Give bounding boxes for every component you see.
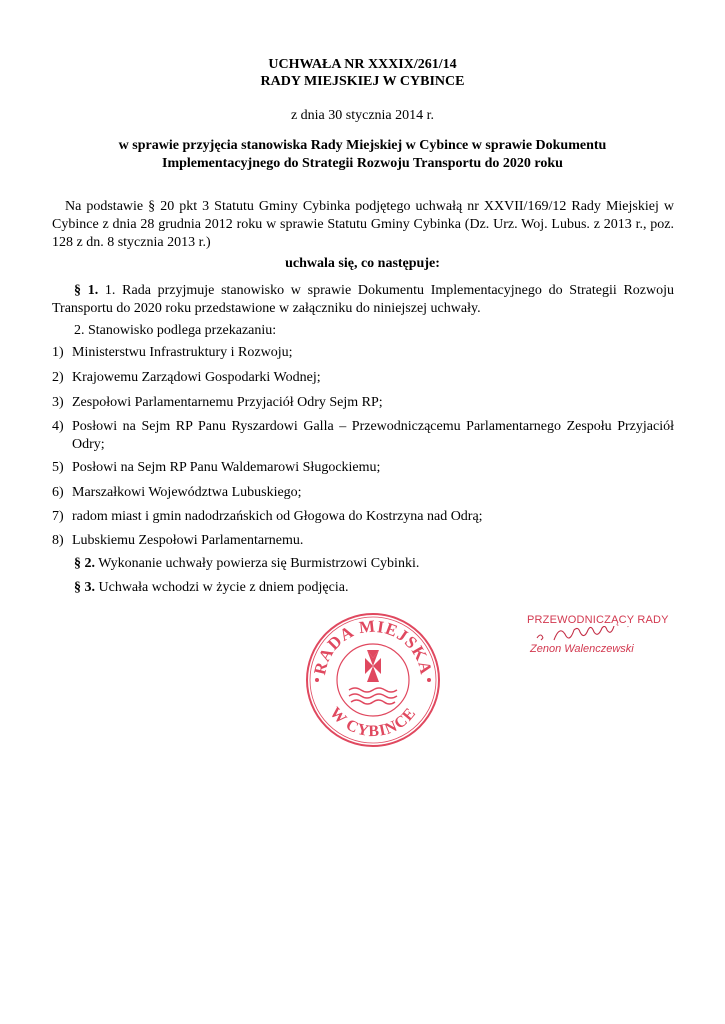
- signature-block: [500, 608, 675, 668]
- section-3-paragraph: [74, 579, 674, 597]
- legal-basis-paragraph: Na podstawie § 20 pkt 3 Statutu Gminy Cybinka podjętego uchwałą nr XXVII/169/12 Rady Miejskiej w Cybince z dnia 28 grudnia 2012 roku w sprawie Statutu Gminy Cybinka (Dz. Urz. Woj. Lubus. z 2013 r., poz. 128 z dn. 8 stycznia 2013 r.): [52, 199, 674, 250]
- section-3-text: Uchwała wchodzi w życie z dniem podjęcia.: [95, 580, 349, 595]
- resolution-number: UCHWAŁA NR XXXIX/261/14: [268, 57, 457, 72]
- recipient-list-item: [52, 369, 674, 387]
- resolution-subject-line2: Implementacyjnego do Strategii Rozwoju Transportu do 2020 roku: [162, 156, 563, 171]
- resolution-date: z dnia 30 stycznia 2014 r.: [290, 108, 435, 123]
- recipient-text: Marszałkowi Województwa Lubuskiego;: [72, 485, 302, 500]
- recipient-list-item: [52, 484, 674, 502]
- recipient-list-item: [52, 532, 674, 550]
- section-1-text: 1. Rada przyjmuje stanowisko w sprawie Dokumentu Implementacyjnego do Strategii Rozwoju Transportu do 2020 roku przedstawione w załączniku do niniejszej uchwały.: [52, 283, 674, 316]
- recipient-number: 8): [52, 533, 64, 548]
- resolves-heading: uchwala się, co następuje:: [285, 256, 440, 271]
- recipient-list-item: [52, 344, 674, 362]
- recipient-list-item: [52, 459, 674, 477]
- recipient-list-item: [52, 508, 674, 526]
- stamp-top-text: RADA MIEJSKA: [310, 616, 436, 677]
- recipient-number: 7): [52, 509, 64, 524]
- recipient-text: Posłowi na Sejm RP Panu Waldemarowi Sługockiemu;: [72, 460, 381, 475]
- section-2-mark: § 2.: [74, 556, 95, 571]
- recipient-text: Ministerstwu Infrastruktury i Rozwoju;: [72, 345, 293, 360]
- section-1-paragraph: [52, 282, 674, 318]
- recipient-text: radom miast i gmin nadodrzańskich od Głogowa do Kostrzyna nad Odrą;: [72, 509, 483, 524]
- section-3-mark: § 3.: [74, 580, 95, 595]
- signature-title: PRZEWODNICZĄCY RADY: [527, 614, 669, 626]
- stamp-bottom-text: W CYBINCE: [326, 704, 420, 741]
- council-stamp: [303, 610, 443, 750]
- recipient-number: 3): [52, 395, 64, 410]
- recipient-list-item: [52, 418, 674, 454]
- recipient-text: Krajowemu Zarządowi Gospodarki Wodnej;: [72, 370, 321, 385]
- recipient-number: 2): [52, 370, 64, 385]
- recipient-text: Zespołowi Parlamentarnemu Przyjaciół Odry Sejm RP;: [72, 395, 383, 410]
- section-1-point-2: 2. Stanowisko podlega przekazaniu:: [74, 323, 277, 338]
- maltese-cross-icon: [365, 650, 381, 682]
- river-waves-icon: [349, 688, 397, 704]
- resolution-subject-line1: w sprawie przyjęcia stanowiska Rady Miejskiej w Cybince w sprawie Dokumentu: [118, 138, 607, 153]
- section-1-mark: § 1.: [74, 283, 99, 298]
- recipient-number: 5): [52, 460, 64, 475]
- signatory-name: Zenon Walenczewski: [530, 643, 634, 655]
- council-name: RADY MIEJSKIEJ W CYBINCE: [260, 74, 465, 89]
- recipient-number: 1): [52, 345, 64, 360]
- section-2-text: Wykonanie uchwały powierza się Burmistrzowi Cybinki.: [95, 556, 420, 571]
- recipient-number: 4): [52, 419, 64, 434]
- recipient-text: Posłowi na Sejm RP Panu Ryszardowi Galla – Przewodniczącemu Parlamentarnego Zespołu Przyjaciół Odry;: [72, 419, 674, 452]
- recipient-number: 6): [52, 485, 64, 500]
- recipient-list-item: [52, 394, 674, 412]
- recipient-text: Lubskiemu Zespołowi Parlamentarnemu.: [72, 533, 304, 548]
- section-2-paragraph: [74, 555, 674, 573]
